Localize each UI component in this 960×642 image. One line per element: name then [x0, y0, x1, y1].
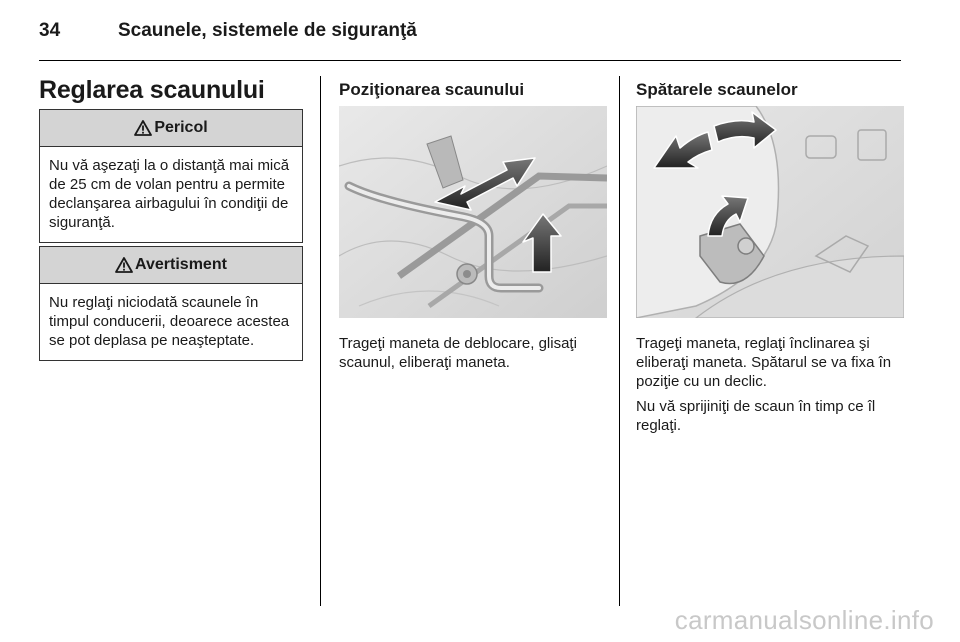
header-rule — [39, 60, 901, 61]
seat-position-caption — [339, 334, 601, 378]
seat-slide-illustration — [339, 106, 607, 318]
seatback-caption-text-2: Nu vă sprijiniţi de scaun în timp ce îl reglaţi. — [636, 398, 876, 434]
warning-triangle-icon — [134, 120, 152, 136]
seat-position-title: Poziţionarea scaunului — [339, 80, 525, 99]
seatback-caption — [636, 334, 904, 441]
section-title: Reglarea scaunului — [39, 76, 265, 104]
warning-header — [40, 247, 302, 284]
warning-triangle-icon — [115, 257, 133, 273]
danger-header — [40, 110, 302, 147]
danger-label: Pericol — [154, 119, 208, 136]
seatback-illustration — [636, 106, 904, 318]
seatback-title: Spătarele scaunelor — [636, 80, 798, 99]
seatback-caption-text-1: Trageţi maneta, reglaţi înclinarea şi eliberaţi maneta. Spătarul se va fixa în poziţie cu un declic. — [636, 335, 892, 390]
running-head: Scaunele, sistemele de siguranţă — [118, 20, 417, 41]
column-divider-1 — [320, 76, 321, 606]
watermark: carmanualsonline.info — [674, 605, 934, 635]
column-divider-2 — [619, 76, 620, 606]
danger-box — [39, 109, 303, 243]
warning-label: Avertisment — [135, 256, 227, 273]
danger-text: Nu vă aşezaţi la o distanţă mai mică de 25 cm de volan pentru a permite declanşarea airbagului în condiţii de siguranţă. — [49, 157, 290, 231]
warning-box — [39, 246, 303, 361]
seat-position-caption-text: Trageţi maneta de deblocare, glisaţi scaunul, eliberaţi maneta. — [339, 335, 577, 371]
warning-text: Nu reglaţi niciodată scaunele în timpul conducerii, deoarece acestea se pot deplasa pe neaşteptate. — [49, 294, 290, 349]
page-number: 34 — [39, 20, 61, 41]
